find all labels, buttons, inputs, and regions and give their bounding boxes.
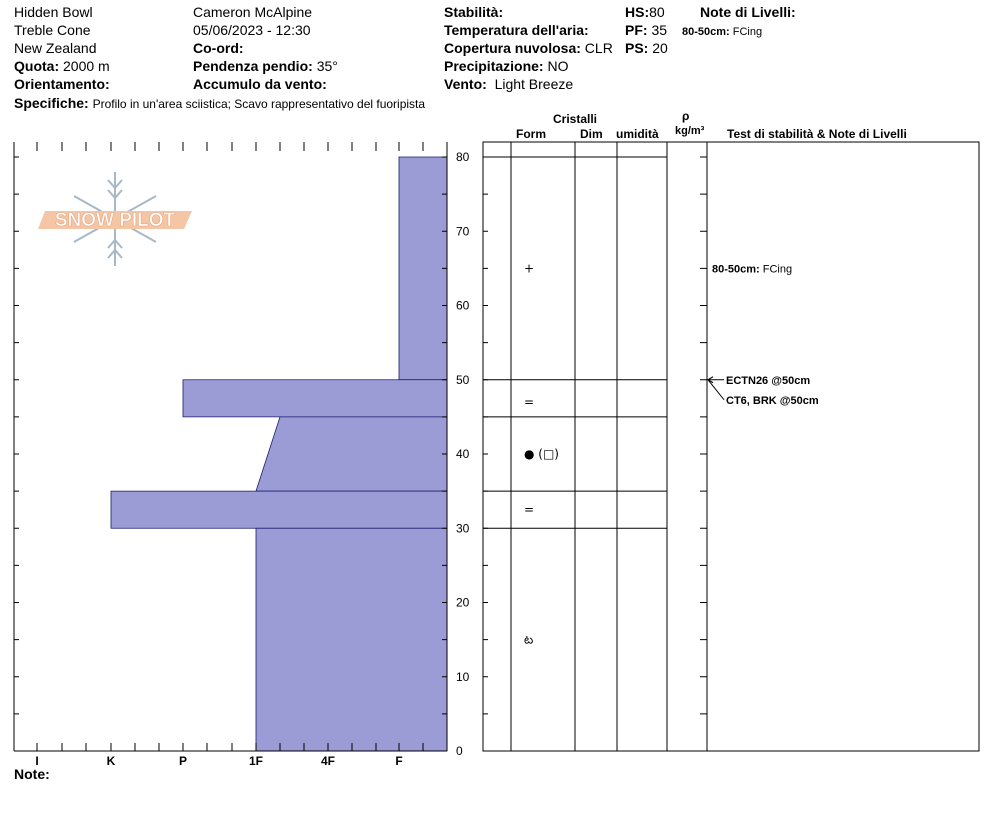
ps-label: PS: bbox=[625, 40, 649, 56]
pf-label: PF: bbox=[625, 22, 648, 38]
sky-label: Copertura nuvolosa: bbox=[444, 40, 581, 56]
y-tick-label-0: 0 bbox=[456, 744, 463, 758]
y-tick-label-60: 60 bbox=[456, 298, 470, 313]
specifics-value: Profilo in un'area sciistica; Scavo rappresentativo del fuoripista bbox=[92, 97, 426, 111]
hardness-layers bbox=[111, 157, 447, 751]
elevation-label: Quota: bbox=[14, 58, 60, 74]
sky-value: CLR bbox=[584, 40, 613, 56]
wind-value: Light Breeze bbox=[494, 76, 574, 92]
y-tick-label-10: 10 bbox=[456, 669, 470, 684]
ps-value: 20 bbox=[652, 40, 668, 56]
hs-label: HS: bbox=[625, 4, 650, 20]
wind-loading-label: Accumulo da vento: bbox=[193, 76, 327, 92]
hardness-layer-1 bbox=[399, 157, 447, 380]
y-tick-label-40: 40 bbox=[456, 447, 470, 461]
crystal-form-4: = bbox=[524, 502, 535, 517]
size-column-header: Dim bbox=[580, 127, 603, 141]
crystal-form-1: + bbox=[524, 261, 535, 276]
moisture-column-header: umidità bbox=[616, 127, 659, 141]
pf-value: 35 bbox=[651, 22, 668, 38]
layer-note-1: 80-50cm: FCing bbox=[712, 263, 793, 276]
country-name: New Zealand bbox=[14, 40, 97, 56]
observation-datetime: 05/06/2023 - 12:30 bbox=[193, 22, 311, 38]
crystal-form-column bbox=[524, 261, 559, 646]
elevation-value: 2000 m bbox=[63, 58, 110, 74]
x-tick-label-i: I bbox=[35, 754, 39, 768]
layer-notes-label: Note di Livelli: bbox=[700, 4, 796, 20]
precip-value: NO bbox=[547, 58, 569, 74]
snowpilot-logo bbox=[38, 172, 192, 266]
air-temp-label: Temperatura dell'aria: bbox=[444, 22, 589, 38]
notes-label: Note: bbox=[14, 766, 50, 782]
crystal-form-2: = bbox=[524, 395, 535, 410]
stability-notes-column bbox=[708, 263, 819, 406]
hardness-axis bbox=[35, 754, 402, 768]
slope-label: Pendenza pendio: bbox=[193, 58, 313, 74]
x-tick-label-f: F bbox=[395, 754, 403, 768]
layer-note-range: 80-50cm: bbox=[682, 26, 730, 38]
layer-note-value: FCing bbox=[732, 26, 763, 38]
hardness-layer-2 bbox=[183, 380, 447, 417]
aspect-label: Orientamento: bbox=[14, 76, 110, 92]
y-tick-label-30: 30 bbox=[456, 521, 470, 536]
specifics-label: Specifiche: bbox=[14, 95, 89, 111]
hardness-layer-5 bbox=[256, 528, 447, 751]
coord-label: Co-ord: bbox=[193, 40, 244, 56]
precip-label: Precipitazione: bbox=[444, 58, 544, 74]
hardness-layer-3 bbox=[256, 417, 447, 491]
observer-name: Cameron McAlpine bbox=[193, 4, 313, 20]
location-name: Hidden Bowl bbox=[14, 4, 93, 20]
wind-label: Vento: bbox=[444, 76, 487, 92]
y-tick-label-50: 50 bbox=[456, 372, 470, 387]
crystals-header: Cristalli bbox=[553, 112, 598, 126]
stability-test-1: ECTN26 @50cm bbox=[726, 374, 811, 387]
x-tick-label-k: K bbox=[106, 754, 116, 768]
x-tick-label-4f: 4F bbox=[320, 754, 336, 768]
y-tick-label-70: 70 bbox=[456, 224, 470, 239]
stability-label: Stabilità: bbox=[444, 4, 504, 20]
y-tick-label-20: 20 bbox=[456, 595, 470, 610]
density-column-header: kg/m³ bbox=[675, 125, 705, 137]
stability-test-2: CT6, BRK @50cm bbox=[726, 394, 819, 407]
tests-notes-column-header: Test di stabilità & Note di Livelli bbox=[727, 127, 907, 141]
rho-symbol: ρ bbox=[682, 109, 690, 123]
hs-value: 80 bbox=[649, 4, 665, 20]
hardness-layer-4 bbox=[111, 491, 447, 528]
x-tick-label-1f: 1F bbox=[248, 754, 264, 768]
slope-value: 35° bbox=[316, 58, 338, 74]
stability-pointer-2 bbox=[708, 380, 724, 400]
logo-text: SNOW PILOT bbox=[54, 210, 176, 231]
area-name: Treble Cone bbox=[14, 22, 91, 38]
y-tick-label-80: 80 bbox=[456, 150, 470, 164]
crystal-form-5: ట bbox=[524, 632, 534, 647]
crystal-form-3: ● (□) bbox=[524, 447, 559, 461]
x-tick-label-p: P bbox=[178, 754, 188, 768]
form-column-header: Form bbox=[516, 127, 546, 141]
